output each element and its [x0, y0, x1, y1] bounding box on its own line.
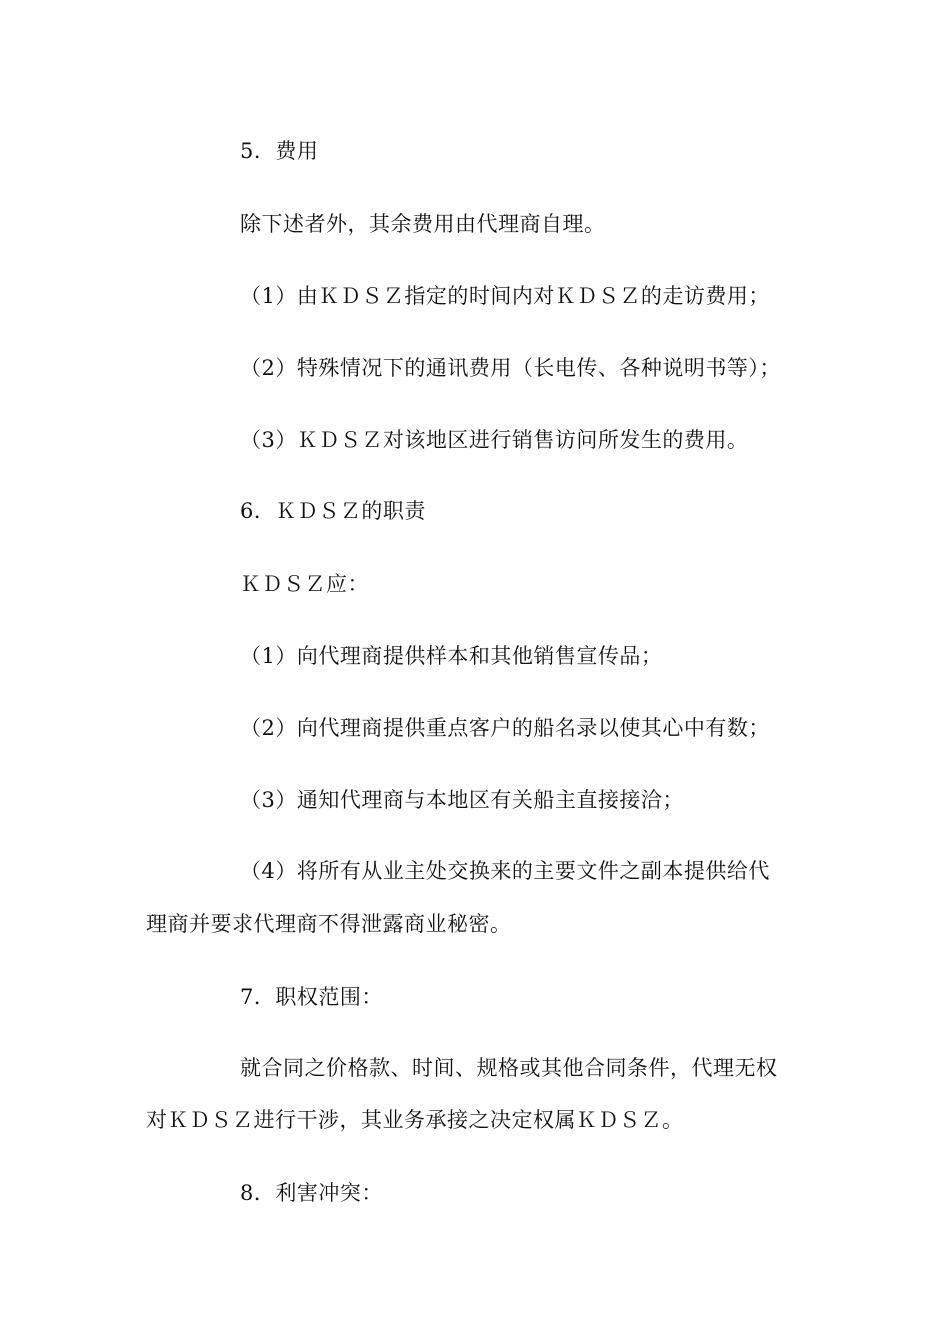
- section-6-item-1: （1）向代理商提供样本和其他销售宣传品；: [240, 644, 663, 668]
- section-5-item-2: （2）特殊情况下的通讯费用（长电传、各种说明书等）；: [240, 356, 781, 380]
- section-5-item-3: （3）ＫＤＳＺ对该地区进行销售访问所发生的费用。: [240, 428, 749, 452]
- section-5-intro: 除下述者外，其余费用由代理商自理。: [240, 212, 606, 236]
- section-7-para-line-2: 对ＫＤＳＺ进行干涉，其业务承接之决定权属ＫＤＳＺ。: [146, 1108, 684, 1132]
- section-7-para-line-1: 就合同之价格款、时间、规格或其他合同条件，代理无权: [240, 1056, 778, 1080]
- section-6-item-3: （3）通知代理商与本地区有关船主直接接洽；: [240, 788, 684, 812]
- section-7-heading: 7．职权范围：: [240, 985, 383, 1009]
- section-8-heading: 8．利害冲突：: [240, 1181, 383, 1205]
- section-5-heading: 5．费用: [240, 139, 319, 163]
- section-6-intro: ＫＤＳＺ应：: [240, 572, 369, 596]
- section-6-item-2: （2）向代理商提供重点客户的船名录以使其心中有数；: [240, 716, 770, 740]
- section-6-item-4-line-1: （4）将所有从业主处交换来的主要文件之副本提供给代: [240, 859, 770, 883]
- section-6-heading: 6．ＫＤＳＺ的职责: [240, 499, 426, 523]
- section-6-item-4-line-2: 理商并要求代理商不得泄露商业秘密。: [146, 912, 512, 936]
- section-5-item-1: （1）由ＫＤＳＺ指定的时间内对ＫＤＳＺ的走访费用；: [240, 284, 770, 308]
